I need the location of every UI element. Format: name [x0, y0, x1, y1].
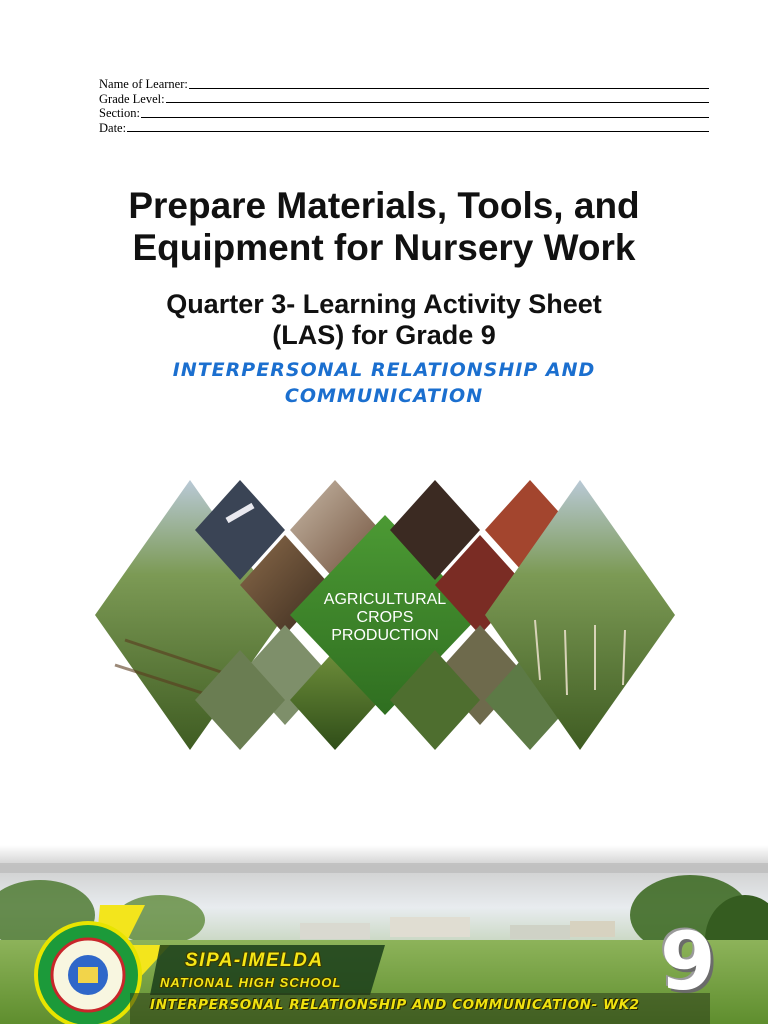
date-field: [99, 121, 709, 136]
topic-heading: [0, 357, 768, 409]
grade-level-label: Grade Level:: [99, 91, 165, 106]
school-name-line-2: NATIONAL HIGH SCHOOL: [160, 975, 342, 990]
center-label-line-3: PRODUCTION: [331, 627, 439, 644]
agriculture-photo-collage: [95, 480, 675, 750]
title-line-1: Prepare Materials, Tools, and: [128, 185, 640, 226]
date-line: [127, 131, 709, 132]
document-title: [0, 185, 768, 269]
section-field: [99, 106, 709, 121]
title-line-2: Equipment for Nursery Work: [132, 227, 636, 268]
school-name-line-1: SIPA-IMELDA: [185, 950, 324, 971]
grade-level-line: [166, 102, 709, 103]
section-label: Section:: [99, 106, 140, 120]
section-line: [141, 117, 709, 118]
learner-info-fields: [99, 77, 709, 135]
center-label-line-1: AGRICULTURAL: [323, 591, 447, 608]
grade-level-field: [99, 92, 709, 107]
name-line: [189, 88, 709, 89]
footer-topic-text: INTERPERSONAL RELATIONSHIP AND COMMUNICATION- WK2: [150, 997, 640, 1013]
document-subtitle: [0, 289, 768, 351]
date-label: Date:: [99, 120, 127, 135]
grade-number: 9: [660, 915, 716, 1008]
topic-line-1: INTERPERSONAL RELATIONSHIP AND: [172, 359, 596, 381]
name-field: [99, 77, 709, 92]
topic-line-2: COMMUNICATION: [284, 385, 484, 407]
center-label-line-2: CROPS: [356, 609, 414, 626]
subtitle-line-1: Quarter 3- Learning Activity Sheet: [166, 289, 602, 319]
subtitle-line-2: (LAS) for Grade 9: [272, 320, 496, 350]
name-label: Name of Learner:: [99, 77, 188, 91]
